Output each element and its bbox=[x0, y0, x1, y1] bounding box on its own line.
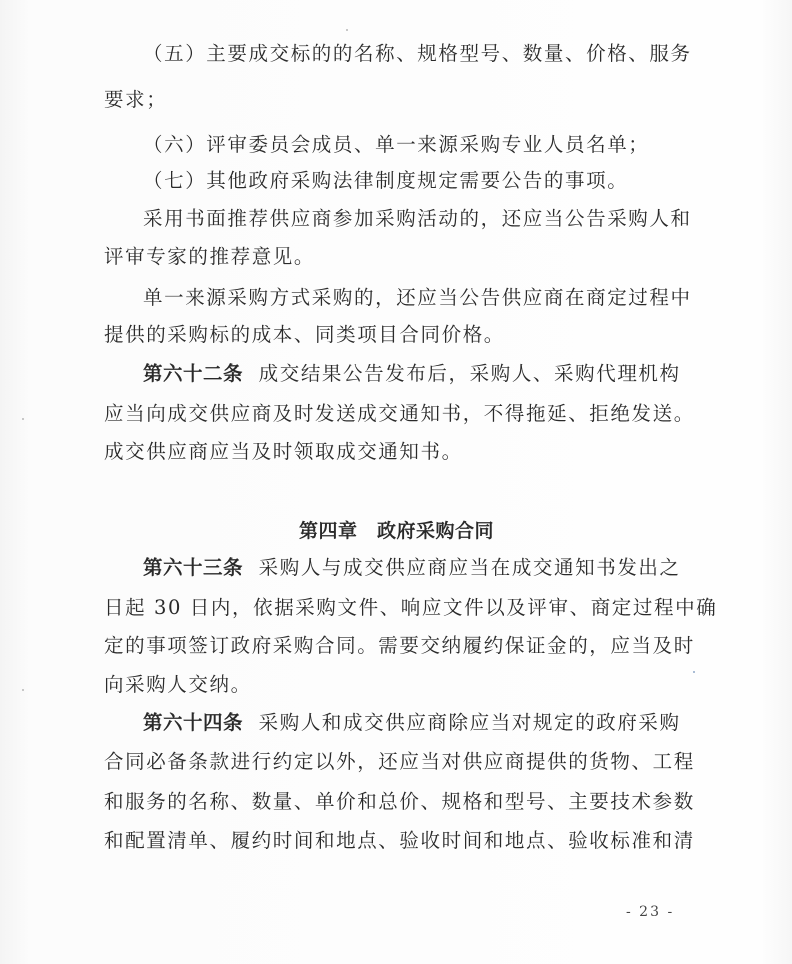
scan-speck bbox=[22, 689, 24, 691]
article-64-line1 bbox=[143, 711, 681, 735]
paragraph-single-source-line1: 单一来源采购方式采购的，还应当公告供应商在商定过程中 bbox=[143, 286, 692, 309]
article-63-line3: 定的事项签订政府采购合同。需要交纳履约保证金的，应当及时 bbox=[104, 634, 695, 657]
scan-speck bbox=[22, 418, 24, 420]
list-item-6: （六）评审委员会成员、单一来源采购专业人员名单； bbox=[143, 133, 650, 156]
list-item-5-line1: （五）主要成交标的的名称、规格型号、数量、价格、服务 bbox=[143, 42, 692, 65]
chapter-heading: 第四章 政府采购合同 bbox=[298, 520, 494, 542]
article-62-text: 成交结果公告发布后，采购人、采购代理机构 bbox=[258, 362, 681, 385]
article-62-line2: 应当向成交供应商及时发送成交通知书，不得拖延、拒绝发送。 bbox=[104, 402, 695, 425]
article-63-line2: 日起 30 日内，依据采购文件、响应文件以及评审、商定过程中确 bbox=[104, 596, 718, 619]
list-item-7: （七）其他政府采购法律制度规定需要公告的事项。 bbox=[143, 169, 629, 192]
article-63-text: 采购人与成交供应商应当在成交通知书发出之 bbox=[258, 556, 681, 579]
article-62-label: 第六十二条 bbox=[143, 362, 244, 385]
article-64-line3: 和服务的名称、数量、单价和总价、规格和型号、主要技术参数 bbox=[104, 790, 695, 813]
article-64-text: 采购人和成交供应商除应当对规定的政府采购 bbox=[258, 711, 681, 734]
article-64-line4: 和配置清单、履约时间和地点、验收时间和地点、验收标准和清 bbox=[104, 829, 695, 852]
article-62-line3: 成交供应商应当及时领取成交通知书。 bbox=[104, 440, 463, 463]
article-62-line1 bbox=[143, 362, 681, 386]
paragraph-recommendation-line1: 采用书面推荐供应商参加采购活动的，还应当公告采购人和 bbox=[143, 207, 692, 230]
scan-speck bbox=[346, 29, 348, 31]
scan-speck bbox=[693, 671, 695, 673]
article-63-line1 bbox=[143, 556, 681, 580]
paragraph-recommendation-line2: 评审专家的推荐意见。 bbox=[104, 245, 316, 268]
article-64-line2: 合同必备条款进行约定以外，还应当对供应商提供的货物、工程 bbox=[104, 750, 695, 773]
article-63-line4: 向采购人交纳。 bbox=[104, 673, 252, 696]
article-64-label: 第六十四条 bbox=[143, 711, 244, 734]
list-item-5-line2: 要求； bbox=[104, 88, 168, 111]
article-63-label: 第六十三条 bbox=[143, 556, 244, 579]
page-number: - 23 - bbox=[626, 904, 675, 920]
paragraph-single-source-line2: 提供的采购标的成本、同类项目合同价格。 bbox=[104, 323, 505, 346]
